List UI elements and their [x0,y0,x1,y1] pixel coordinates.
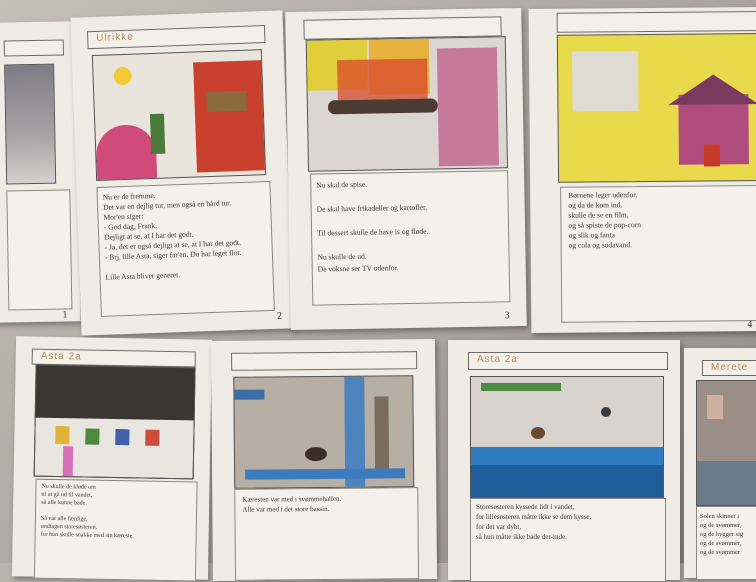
story-page-1 [0,21,81,322]
story-text: Nu skal de spise. De skal have frikadeller og kartofler. Til dessert skulle de have is og fløde. Nu skulle de ud. De voksne ser TV udenfor. [316,179,429,274]
story-text: Børnene leger udenfor, og da de kom ind, skulle de se en film, og så spiste de pop-corn og slik og fanta og cola og sodavand. [568,190,641,250]
name-box [557,11,756,33]
story-page-2 [71,10,294,335]
story-page-5 [12,336,212,579]
name-box: Asta 2a [468,352,668,370]
story-text: Storesøsteren kyssede lidt i vandet, for lillesøsteren måtte ikke se dem kysse, for det var dybt, så hun måtte ikke bade der-inde. [476,503,592,541]
text-box [6,189,72,310]
name-box [4,39,64,56]
story-page-8 [684,348,756,578]
story-page-3 [285,8,527,330]
page-number: 1 [62,309,68,321]
story-text: Nu skulle de kløde om til at gå ud til vandet, så alle kunne bade. Så var alle færdige, undtagen storesøsteren, for hun skulle snakke med sin kæreste. [40,483,134,540]
drawing [470,376,664,498]
story-page-6 [211,339,437,581]
drawing [233,375,414,489]
page-number: 2 [276,310,283,322]
drawing [557,33,756,183]
drawing [34,365,196,480]
name-box: Ulrikke [87,25,266,49]
story-page-4 [529,7,756,333]
drawing [306,36,508,171]
drawing [92,49,266,181]
name-box: Merete [702,360,756,376]
story-text: Solen skinner i og de svømmer, og de hygger sig og de svømmer, og de svømmer [700,513,744,556]
story-text: Nu er de fremme. Det var en dejlig tur, men også en hård tur. Mor'en siger: - God dag, Frank. Dejligt at se, at I har det godt. - Ja, det er også dejligt at se, at I har det godt. - Brj, lille Asta, siger far'en. Du har leget flot. Lille Asta bliver generet. [102,190,242,282]
drawing [4,64,56,185]
story-page-7 [448,340,680,580]
page-number: 4 [747,319,753,331]
name-box [231,351,417,371]
story-text: Kæresten var med i svømmehallen. Alle var med i det store bassin. [242,494,342,514]
name-box: Asta 2a [32,349,196,368]
page-number: 3 [504,310,510,322]
drawing [696,380,756,506]
